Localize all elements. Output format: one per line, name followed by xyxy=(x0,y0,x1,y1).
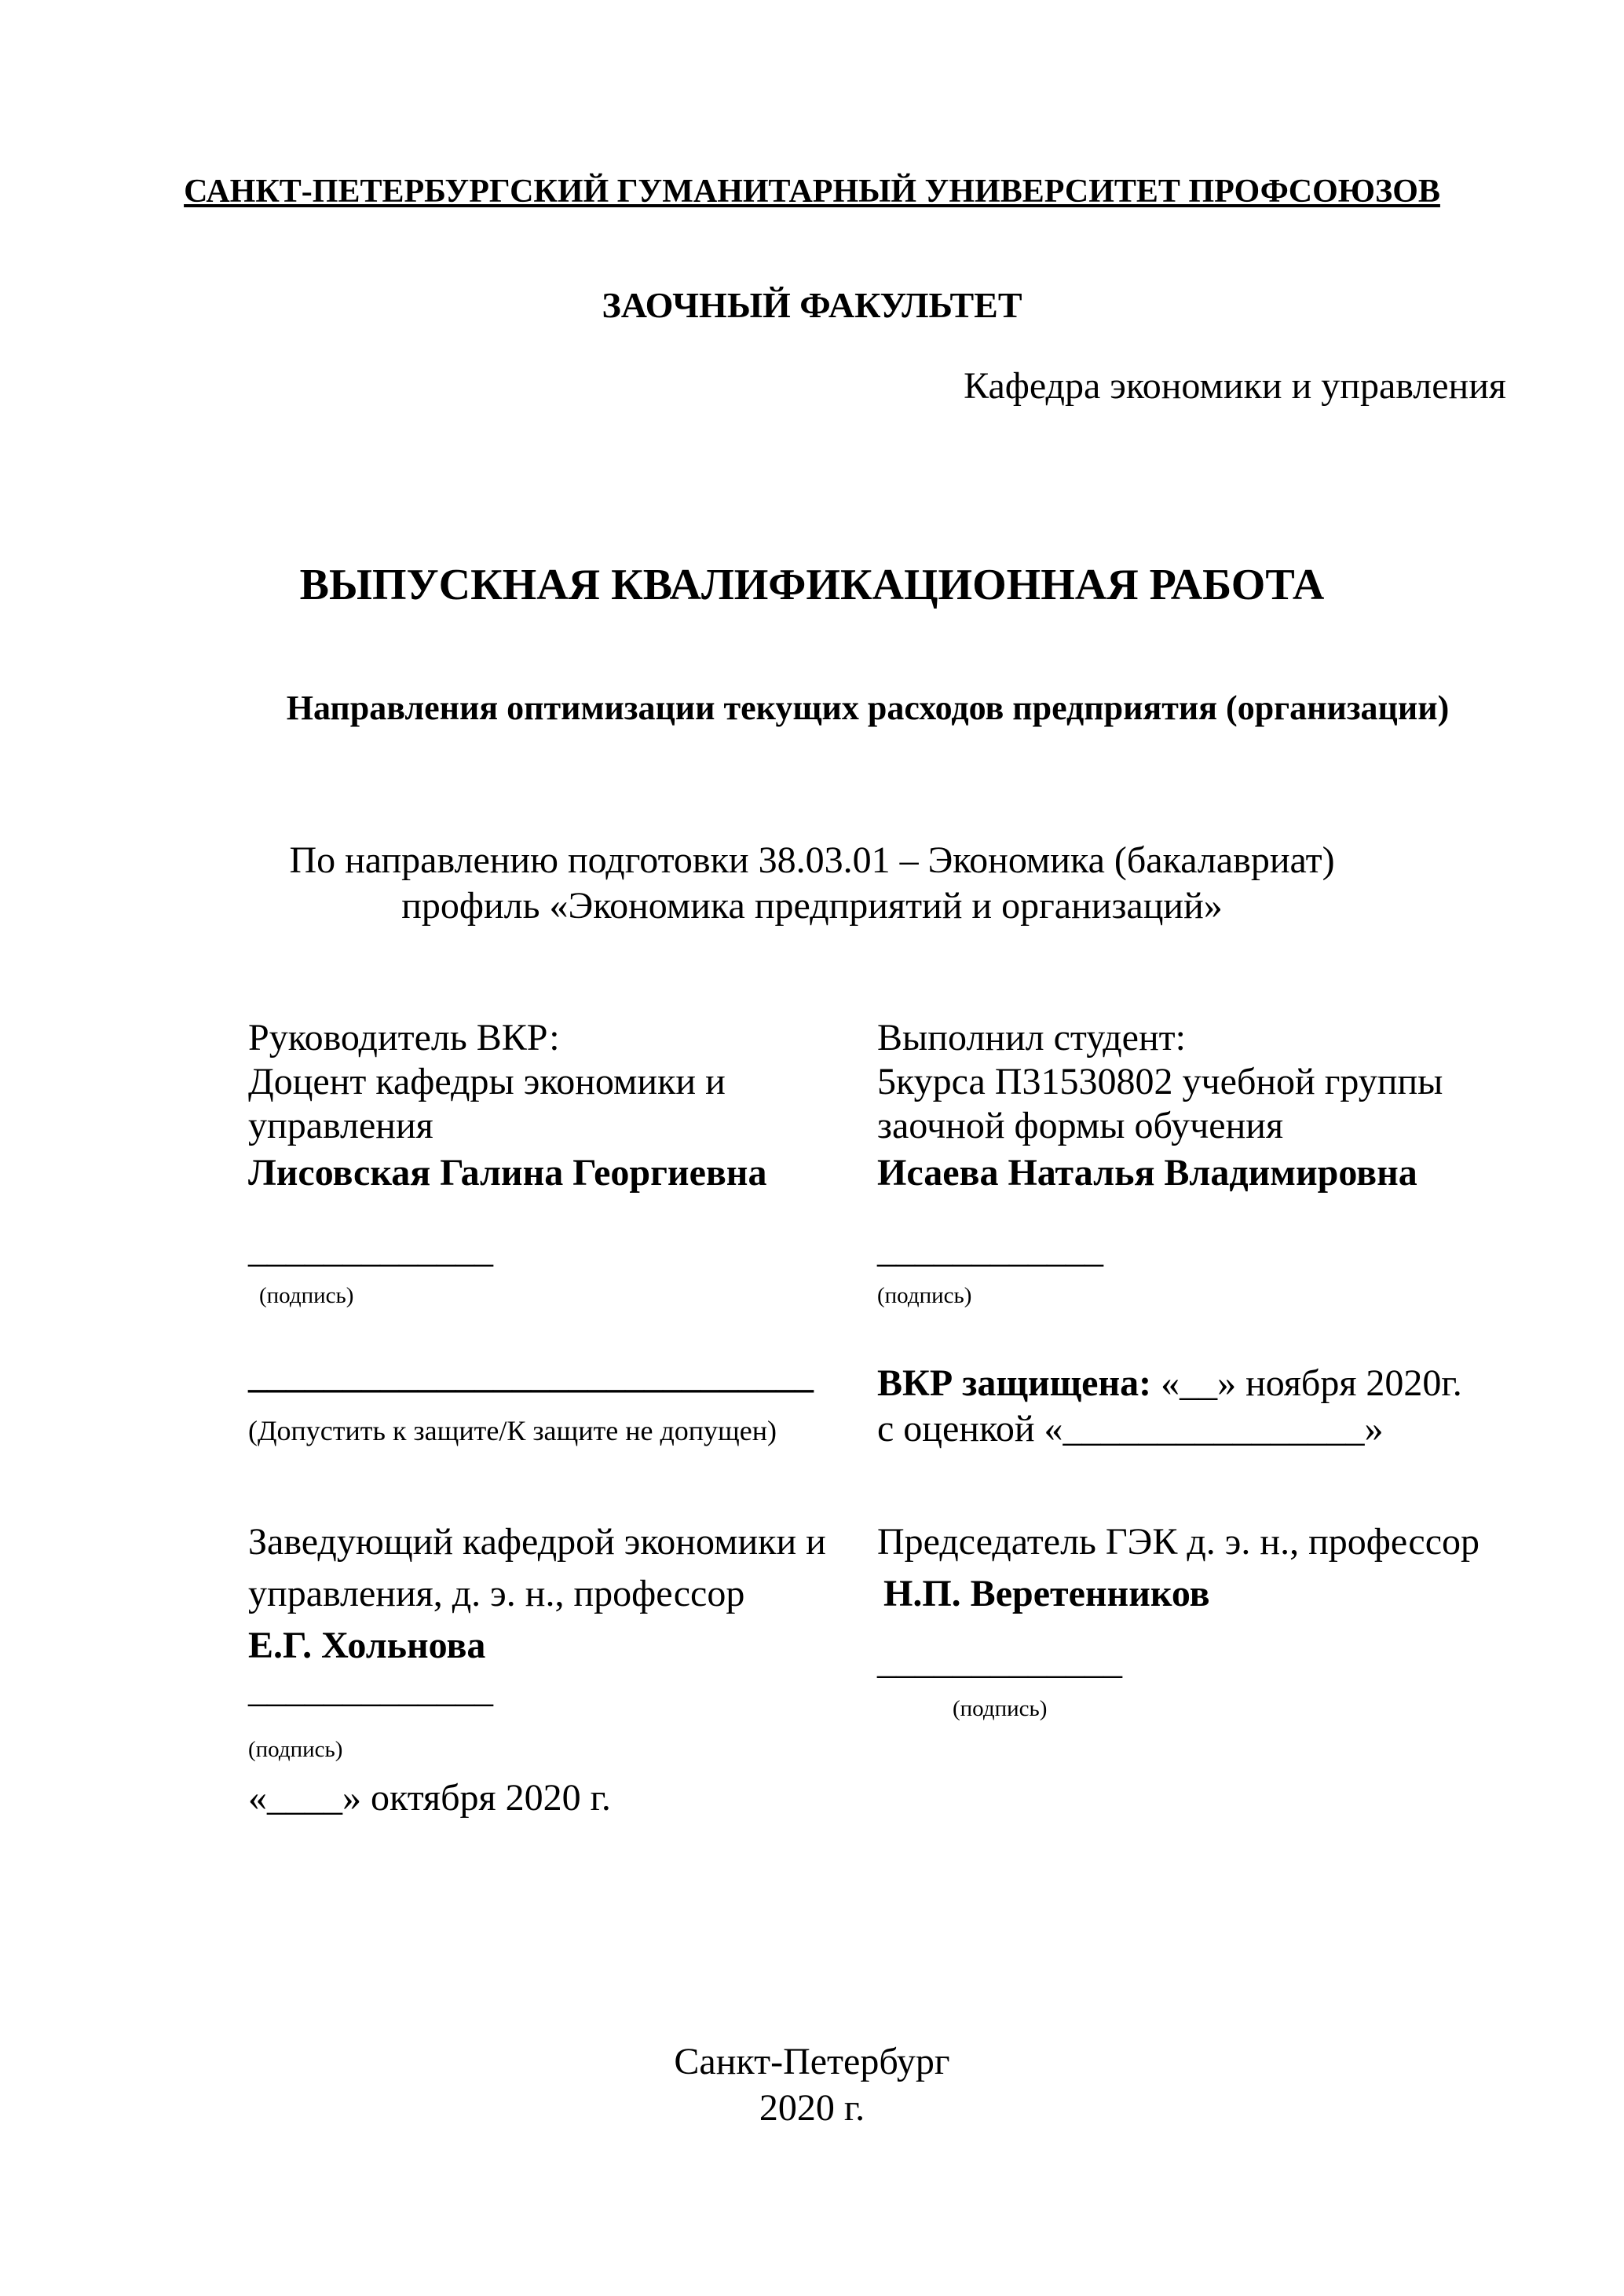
department-name: Кафедра экономики и управления xyxy=(964,365,1506,407)
supervisor-signature-caption: (подпись) xyxy=(259,1283,354,1308)
student-study-form: заочной формы обучения xyxy=(877,1105,1284,1146)
defense-grade: с оценкой «________________» xyxy=(877,1408,1384,1450)
chairman-signature-line: _____________ xyxy=(877,1640,1122,1682)
student-signature-line: ____________ xyxy=(877,1229,1103,1270)
defense-date: «__» ноября 2020г. xyxy=(1151,1362,1462,1404)
work-type-title: ВЫПУСКНАЯ КВАЛИФИКАЦИОННАЯ РАБОТА xyxy=(299,561,1325,609)
supervisor-signature-line: _____________ xyxy=(248,1229,493,1270)
supervisor-position: Доцент кафедры экономики и xyxy=(248,1061,726,1102)
defense-status xyxy=(877,1362,1462,1404)
study-profile: профиль «Экономика предприятий и организаций» xyxy=(401,885,1223,927)
admission-caption: (Допустить к защите/К защите не допущен) xyxy=(248,1415,777,1446)
head-name: Е.Г. Хольнова xyxy=(248,1625,486,1666)
head-position-cont: управления, д. э. н., профессор xyxy=(248,1573,745,1614)
supervisor-name: Лисовская Галина Георгиевна xyxy=(248,1152,767,1194)
city: Санкт-Петербург xyxy=(674,2041,950,2082)
student-signature-caption: (подпись) xyxy=(877,1283,972,1308)
admission-line: ______________________________ xyxy=(248,1355,814,1396)
student-group: 5курса П31530802 учебной группы xyxy=(877,1061,1443,1102)
thesis-topic: Направления оптимизации текущих расходов предприятия (организации) xyxy=(286,689,1450,727)
head-date: «____» октября 2020 г. xyxy=(248,1777,611,1819)
study-direction: По направлению подготовки 38.03.01 – Экономика (бакалавриат) xyxy=(289,839,1335,881)
head-signature-line: _____________ xyxy=(248,1669,493,1710)
chairman-name: Н.П. Веретенников xyxy=(883,1573,1210,1614)
chairman-signature-caption: (подпись) xyxy=(953,1696,1048,1721)
faculty-name: ЗАОЧНЫЙ ФАКУЛЬТЕТ xyxy=(602,285,1022,325)
chairman-position: Председатель ГЭК д. э. н., профессор xyxy=(877,1521,1480,1563)
year: 2020 г. xyxy=(759,2087,865,2129)
defense-label: ВКР защищена: xyxy=(877,1362,1152,1404)
university-name: САНКТ-ПЕТЕРБУРГСКИЙ ГУМАНИТАРНЫЙ УНИВЕРСИТЕТ ПРОФСОЮЗОВ xyxy=(184,174,1440,210)
supervisor-label: Руководитель ВКР: xyxy=(248,1017,560,1058)
student-label: Выполнил студент: xyxy=(877,1017,1186,1058)
head-position: Заведующий кафедрой экономики и xyxy=(248,1521,826,1563)
supervisor-position-cont: управления xyxy=(248,1105,433,1146)
student-name: Исаева Наталья Владимировна xyxy=(877,1152,1417,1194)
head-signature-caption: (подпись) xyxy=(248,1737,343,1762)
